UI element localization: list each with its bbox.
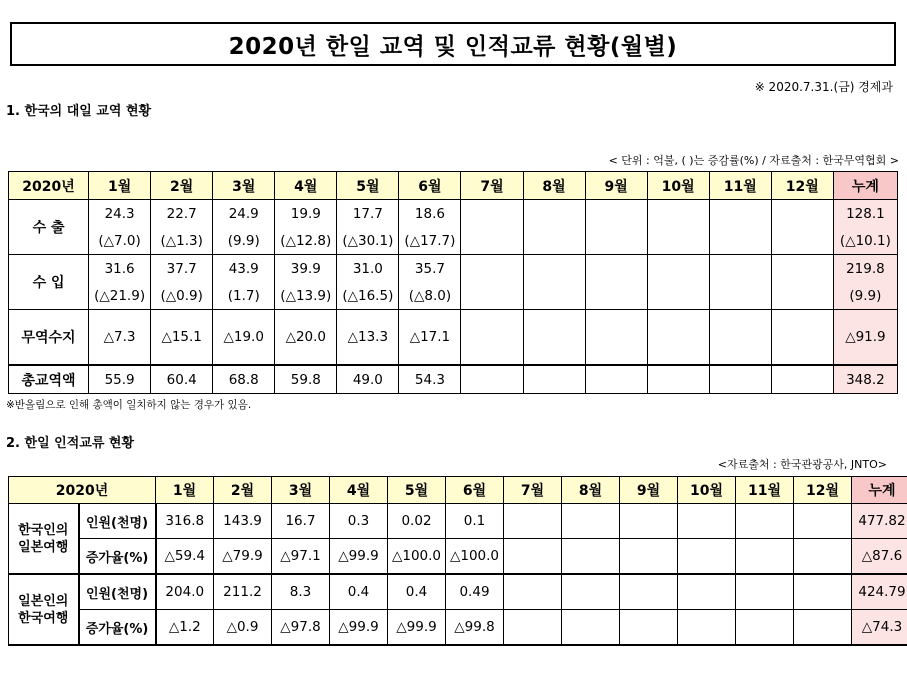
value-cell: 0.3 — [330, 504, 388, 539]
month-header: 11월 — [736, 477, 794, 504]
value-cell: 24.3 — [89, 200, 151, 228]
total-value-cell: 219.8 — [833, 255, 897, 283]
row-label: 증가율(%) — [79, 610, 156, 646]
year-header: 2020년 — [9, 172, 89, 200]
group-label — [9, 574, 79, 645]
month-header: 10월 — [678, 477, 736, 504]
rate-cell — [647, 227, 709, 255]
value-cell: △100.0 — [388, 539, 446, 575]
value-cell: △99.9 — [388, 610, 446, 646]
month-header: 6월 — [446, 477, 504, 504]
rate-cell — [461, 282, 523, 310]
value-cell: 8.3 — [272, 574, 330, 610]
value-cell: 37.7 — [151, 255, 213, 283]
month-header: 7월 — [504, 477, 562, 504]
value-cell: 22.7 — [151, 200, 213, 228]
value-cell — [771, 255, 833, 283]
value-cell — [709, 200, 771, 228]
row-label: 무역수지 — [9, 310, 89, 366]
value-cell — [647, 255, 709, 283]
month-header: 2월 — [214, 477, 272, 504]
value-cell — [771, 365, 833, 394]
value-cell — [771, 200, 833, 228]
value-cell — [461, 365, 523, 394]
value-cell: △20.0 — [275, 310, 337, 366]
value-cell — [771, 310, 833, 366]
month-header: 3월 — [213, 172, 275, 200]
page-title: 2020년 한일 교역 및 인적교류 현황(월별) — [228, 33, 678, 60]
value-cell: 0.1 — [446, 504, 504, 539]
value-cell — [794, 574, 852, 610]
value-cell — [585, 200, 647, 228]
total-value-cell: 477.82 — [852, 504, 907, 539]
month-header: 4월 — [330, 477, 388, 504]
row-label: 인원(천명) — [79, 504, 156, 539]
rate-cell — [523, 227, 585, 255]
total-value-cell: 348.2 — [833, 365, 897, 394]
section2-source-note: <자료출처 : 한국관광공사, JNTO> — [717, 458, 887, 471]
month-header: 3월 — [272, 477, 330, 504]
title-box — [10, 22, 896, 66]
month-header: 4월 — [275, 172, 337, 200]
month-header: 11월 — [709, 172, 771, 200]
month-header: 6월 — [399, 172, 461, 200]
value-cell — [709, 310, 771, 366]
value-cell — [736, 574, 794, 610]
value-cell: 60.4 — [151, 365, 213, 394]
value-cell: △59.4 — [156, 539, 214, 575]
exchange-row — [9, 504, 907, 539]
value-cell: △13.3 — [337, 310, 399, 366]
month-header: 7월 — [461, 172, 523, 200]
group-label-line: 일본인의 — [18, 593, 69, 609]
value-cell: 0.4 — [330, 574, 388, 610]
value-cell — [562, 610, 620, 646]
total-header: 누계 — [833, 172, 897, 200]
value-cell: 316.8 — [156, 504, 214, 539]
value-cell: 0.02 — [388, 504, 446, 539]
value-cell: △99.9 — [330, 539, 388, 575]
value-cell: 16.7 — [272, 504, 330, 539]
rate-cell — [523, 282, 585, 310]
value-cell — [678, 504, 736, 539]
value-cell — [585, 310, 647, 366]
rate-cell: (△21.9) — [89, 282, 151, 310]
value-cell — [647, 310, 709, 366]
month-header: 8월 — [523, 172, 585, 200]
value-cell: 49.0 — [337, 365, 399, 394]
value-cell: △97.8 — [272, 610, 330, 646]
value-cell — [562, 504, 620, 539]
value-cell: 0.49 — [446, 574, 504, 610]
value-cell: 31.0 — [337, 255, 399, 283]
value-cell — [461, 255, 523, 283]
exchange-row — [9, 610, 907, 646]
exchange-row — [9, 539, 907, 575]
value-cell: 35.7 — [399, 255, 461, 283]
trade-row-import — [9, 255, 898, 283]
group-label-line: 한국인의 — [18, 522, 69, 538]
value-cell: △99.8 — [446, 610, 504, 646]
group-label-line: 일본여행 — [18, 539, 69, 555]
value-cell — [585, 365, 647, 394]
value-cell: △15.1 — [151, 310, 213, 366]
value-cell — [523, 365, 585, 394]
value-cell — [504, 574, 562, 610]
value-cell: △17.1 — [399, 310, 461, 366]
value-cell: 204.0 — [156, 574, 214, 610]
trade-header-row — [9, 172, 898, 200]
rate-cell: (△1.3) — [151, 227, 213, 255]
value-cell — [794, 610, 852, 646]
value-cell — [709, 365, 771, 394]
value-cell: 68.8 — [213, 365, 275, 394]
value-cell — [678, 539, 736, 575]
value-cell: 43.9 — [213, 255, 275, 283]
value-cell — [585, 255, 647, 283]
value-cell: 211.2 — [214, 574, 272, 610]
value-cell — [736, 610, 794, 646]
exchange-row — [9, 574, 907, 610]
value-cell: 31.6 — [89, 255, 151, 283]
trade-row-balance — [9, 310, 898, 366]
month-header: 1월 — [89, 172, 151, 200]
value-cell — [678, 610, 736, 646]
rate-cell — [709, 227, 771, 255]
trade-row-volume — [9, 365, 898, 394]
value-cell — [523, 310, 585, 366]
rate-cell: (△13.9) — [275, 282, 337, 310]
value-cell — [504, 539, 562, 575]
rate-cell: (△7.0) — [89, 227, 151, 255]
value-cell: △97.1 — [272, 539, 330, 575]
month-header: 9월 — [585, 172, 647, 200]
trade-table — [8, 171, 898, 394]
month-header: 12월 — [771, 172, 833, 200]
value-cell — [461, 310, 523, 366]
total-header: 누계 — [852, 477, 907, 504]
value-cell — [647, 365, 709, 394]
section1-heading: 1. 한국의 대일 교역 현황 — [6, 104, 152, 119]
value-cell — [709, 255, 771, 283]
month-header: 8월 — [562, 477, 620, 504]
total-value-cell: 424.79 — [852, 574, 907, 610]
dateline: ※ 2020.7.31.(금) 경제과 — [754, 80, 893, 94]
value-cell — [794, 539, 852, 575]
rate-cell — [585, 282, 647, 310]
rate-cell — [461, 227, 523, 255]
rate-cell — [771, 282, 833, 310]
row-label: 인원(천명) — [79, 574, 156, 610]
value-cell: △0.9 — [214, 610, 272, 646]
month-header: 9월 — [620, 477, 678, 504]
value-cell: 18.6 — [399, 200, 461, 228]
value-cell: 55.9 — [89, 365, 151, 394]
value-cell — [504, 504, 562, 539]
row-label: 수 출 — [9, 200, 89, 255]
group-label-line: 한국여행 — [18, 610, 69, 626]
value-cell: △79.9 — [214, 539, 272, 575]
total-rate-cell: (△10.1) — [833, 227, 897, 255]
section1-unit-note: < 단위 : 억불, ( )는 증감률(%) / 자료출처 : 한국무역협회 > — [608, 154, 899, 167]
total-value-cell: △87.6 — [852, 539, 907, 575]
value-cell: 54.3 — [399, 365, 461, 394]
value-cell — [647, 200, 709, 228]
value-cell — [794, 504, 852, 539]
value-cell — [736, 504, 794, 539]
value-cell — [678, 574, 736, 610]
value-cell — [461, 200, 523, 228]
month-header: 5월 — [337, 172, 399, 200]
value-cell — [504, 610, 562, 646]
group-label — [9, 504, 79, 575]
rate-cell: (△17.7) — [399, 227, 461, 255]
value-cell: 39.9 — [275, 255, 337, 283]
rate-cell: (△8.0) — [399, 282, 461, 310]
rate-cell: (9.9) — [213, 227, 275, 255]
value-cell — [736, 539, 794, 575]
rate-cell — [709, 282, 771, 310]
row-label: 증가율(%) — [79, 539, 156, 575]
rate-cell: (1.7) — [213, 282, 275, 310]
month-header: 5월 — [388, 477, 446, 504]
value-cell — [523, 255, 585, 283]
value-cell: △99.9 — [330, 610, 388, 646]
value-cell: △7.3 — [89, 310, 151, 366]
total-rate-cell: (9.9) — [833, 282, 897, 310]
month-header: 10월 — [647, 172, 709, 200]
rate-cell — [647, 282, 709, 310]
value-cell — [620, 610, 678, 646]
value-cell — [620, 539, 678, 575]
rate-cell — [585, 227, 647, 255]
rate-cell — [771, 227, 833, 255]
month-header: 1월 — [156, 477, 214, 504]
value-cell: 24.9 — [213, 200, 275, 228]
month-header: 2월 — [151, 172, 213, 200]
exchange-header-row — [9, 477, 907, 504]
value-cell — [562, 539, 620, 575]
value-cell: 143.9 — [214, 504, 272, 539]
total-value-cell: △74.3 — [852, 610, 907, 646]
section2-heading: 2. 한일 인적교류 현황 — [6, 436, 135, 451]
value-cell — [620, 504, 678, 539]
trade-row-export — [9, 200, 898, 228]
value-cell — [620, 574, 678, 610]
rate-cell: (△12.8) — [275, 227, 337, 255]
value-cell: △1.2 — [156, 610, 214, 646]
rate-cell: (△0.9) — [151, 282, 213, 310]
trade-rate-row-import — [9, 282, 898, 310]
row-label: 수 입 — [9, 255, 89, 310]
value-cell: 19.9 — [275, 200, 337, 228]
row-label: 총교역액 — [9, 365, 89, 394]
value-cell: 0.4 — [388, 574, 446, 610]
month-header: 12월 — [794, 477, 852, 504]
total-value-cell: 128.1 — [833, 200, 897, 228]
value-cell: △19.0 — [213, 310, 275, 366]
value-cell: 59.8 — [275, 365, 337, 394]
rate-cell: (△30.1) — [337, 227, 399, 255]
year-header: 2020년 — [9, 477, 156, 504]
value-cell: 17.7 — [337, 200, 399, 228]
value-cell: △100.0 — [446, 539, 504, 575]
value-cell — [523, 200, 585, 228]
total-value-cell: △91.9 — [833, 310, 897, 366]
value-cell — [562, 574, 620, 610]
trade-rate-row-export — [9, 227, 898, 255]
section1-footnote: ※반올림으로 인해 총액이 일치하지 않는 경우가 있음. — [6, 399, 252, 411]
exchange-table — [8, 476, 907, 646]
rate-cell: (△16.5) — [337, 282, 399, 310]
